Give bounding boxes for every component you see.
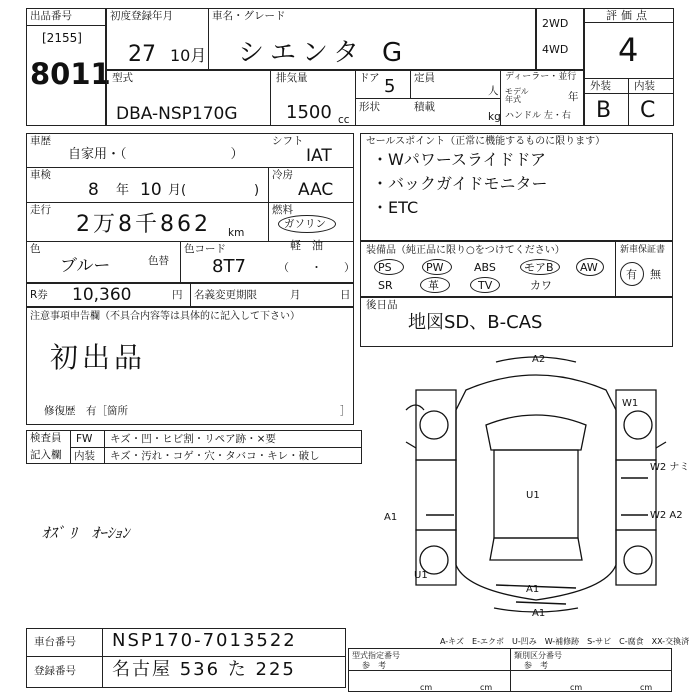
aftermarket-value: 地図SD、B-CAS: [408, 312, 543, 333]
equipment-label: 装備品（純正品に限り○をつけてください）: [366, 245, 565, 256]
color-value: ブルー: [60, 256, 111, 276]
warranty-yes: 有: [626, 268, 637, 281]
aftermarket-label: 後日品: [366, 299, 398, 311]
cm-4: cm: [420, 683, 433, 692]
inspection-year: 8: [88, 180, 99, 200]
first-reg-label: 初度登録年月: [110, 10, 173, 22]
equip-ps: PS: [378, 261, 392, 274]
inspector-fw-label: FW: [76, 433, 93, 445]
inspection-month-unit: 月(: [168, 183, 187, 198]
class-label: 類別区分番号: [514, 651, 562, 660]
first-reg-month: 10月: [170, 46, 207, 65]
inspector-int-items: キズ・汚れ・コゲ・穴・タバコ・キレ・破し: [110, 450, 320, 462]
ac-label: 冷房: [272, 169, 293, 181]
history-label: 車歴: [30, 135, 51, 147]
score-label: 評価点: [606, 9, 651, 22]
repair-close: ］: [340, 405, 351, 417]
cc-label: 排気量: [276, 72, 308, 84]
cm-3: cm: [640, 683, 653, 692]
mark-front-right: W1: [622, 398, 639, 409]
inspector-remark: ｵｽﾞ ﾘ ｵｰｼｮﾝ: [42, 524, 130, 542]
car-diagram: [376, 350, 690, 620]
mark-left-rear: U1: [414, 570, 428, 581]
sales-point-2: ・バックガイドモニター: [372, 174, 548, 193]
ac-value: AAC: [298, 180, 334, 200]
equip-pw: PW: [426, 261, 444, 274]
int-grade: C: [640, 98, 656, 123]
handle-label: ハンドル 左・右: [505, 111, 571, 121]
int-label: 内装: [634, 80, 655, 92]
mileage-value: 2万8千862: [76, 212, 211, 237]
equip-aw: AW: [580, 261, 598, 274]
shape-label: 形状: [359, 101, 380, 113]
doors-label: ドア: [359, 72, 380, 84]
equip-leather: 革: [428, 279, 439, 292]
sheet-number: [2155]: [42, 31, 82, 45]
history-value: 自家用・（ ）: [68, 147, 244, 162]
damage-legend: A-キズ E-エクボ U-凹み W-補修跡 S-サビ C-腐食 XX-交換済: [440, 637, 690, 646]
model-spec-ref: 参 考: [362, 661, 386, 670]
equip-abs: ABS: [474, 261, 496, 274]
equip-airbag: モアB: [524, 261, 554, 274]
tax-day: 日: [340, 289, 351, 301]
inspector-label-1: 検査員: [30, 432, 62, 444]
inspector-fw-items: キズ・凹・ヒビ割・リペア跡・×要: [110, 433, 276, 445]
inspection-close: ): [254, 183, 260, 198]
name-label: 車名・グレード: [212, 10, 286, 22]
tax-label: 名義変更期限: [194, 289, 257, 301]
cc-unit: cc: [338, 114, 350, 126]
color-label: 色: [30, 243, 41, 255]
chassis-value: NSP170-7013522: [112, 630, 297, 651]
model-label: 型式: [112, 72, 133, 84]
car-name: シエンタ: [238, 38, 365, 68]
sales-label: セールスポイント（正常に機能するものに限ります）: [366, 136, 606, 147]
load-unit: kg: [488, 111, 501, 123]
cc-value: 1500: [286, 102, 332, 123]
model-year-label: モデル年式: [505, 87, 529, 104]
inspection-month: 10: [140, 180, 162, 200]
mileage-unit: km: [228, 227, 245, 239]
fuel-petrol: ガソリン: [284, 218, 326, 230]
drive-4wd: 4WD: [542, 43, 569, 56]
mark-right-door: W2 ナミ: [650, 462, 690, 473]
score-value: 4: [618, 31, 639, 69]
mark-roof: U1: [526, 490, 540, 501]
fuel-label: 燃料: [272, 204, 293, 216]
shift-label: シフト: [272, 135, 304, 147]
recycle-label: R券: [30, 289, 48, 301]
doors-value: 5: [384, 76, 396, 97]
capacity-label: 定員: [414, 72, 435, 84]
repair-label: 修復歴 有［箇所: [44, 405, 128, 417]
model-year-unit: 年: [568, 91, 579, 103]
equip-sr: SR: [378, 279, 393, 292]
mark-rear-bumper: A1: [532, 608, 546, 619]
color-code-label: 色コード: [184, 243, 226, 255]
fuel-diesel: 軽 油: [290, 239, 323, 252]
sales-point-3: ・ETC: [372, 198, 419, 217]
mark-front-bumper: A2: [532, 354, 546, 365]
registration-label: 登録番号: [34, 665, 76, 677]
drive-2wd: 2WD: [542, 17, 569, 30]
lot-number: 8011: [30, 57, 111, 91]
color-code-value: 8T7: [212, 256, 246, 277]
registration-value: 名古屋 536 た 225: [112, 659, 296, 680]
mileage-label: 走行: [30, 204, 51, 216]
persons-unit: 人: [488, 85, 499, 97]
inspector-label-2: 記入欄: [30, 449, 62, 461]
inspector-int-label: 内装: [74, 450, 95, 462]
sales-point-1: ・Wパワースライドドア: [372, 150, 547, 169]
equip-tv: TV: [478, 279, 493, 292]
shift-value: IAT: [306, 146, 332, 166]
mark-rear-panel: A1: [526, 584, 540, 595]
mark-right-rear: W2 A2: [650, 510, 683, 521]
color-change-label: 色替: [148, 255, 169, 267]
cm-2: cm: [570, 683, 583, 692]
ext-label: 外装: [590, 80, 611, 92]
equip-kawa: カワ: [530, 279, 552, 292]
notes-value: 初出品: [50, 341, 147, 374]
lot-label: 出品番号: [30, 10, 72, 22]
warranty-no: 無: [650, 268, 661, 281]
model-code: DBA-NSP170G: [116, 104, 238, 124]
chassis-label: 車台番号: [34, 636, 76, 648]
warranty-label: 新車保証書: [620, 245, 666, 255]
tax-month: 月: [290, 289, 301, 301]
class-ref: 参 考: [524, 661, 548, 670]
inspection-label: 車検: [30, 169, 51, 181]
inspection-year-unit: 年: [116, 183, 130, 198]
first-reg-year: 27: [128, 42, 156, 67]
car-grade: G: [382, 38, 403, 68]
dealer-label: ディーラー・並行: [505, 72, 577, 82]
load-label: 積載: [414, 101, 435, 113]
cm-1: cm: [480, 683, 493, 692]
fuel-paren: （ ・ ）: [278, 261, 355, 274]
model-spec-label: 型式指定番号: [352, 651, 400, 660]
ext-grade: B: [596, 98, 612, 123]
recycle-value: 10,360: [72, 285, 132, 305]
recycle-unit: 円: [172, 289, 183, 301]
notes-label: 注意事項申告欄（不具合内容等は具体的に記入して下さい）: [30, 311, 300, 322]
mark-left-door: A1: [384, 512, 398, 523]
